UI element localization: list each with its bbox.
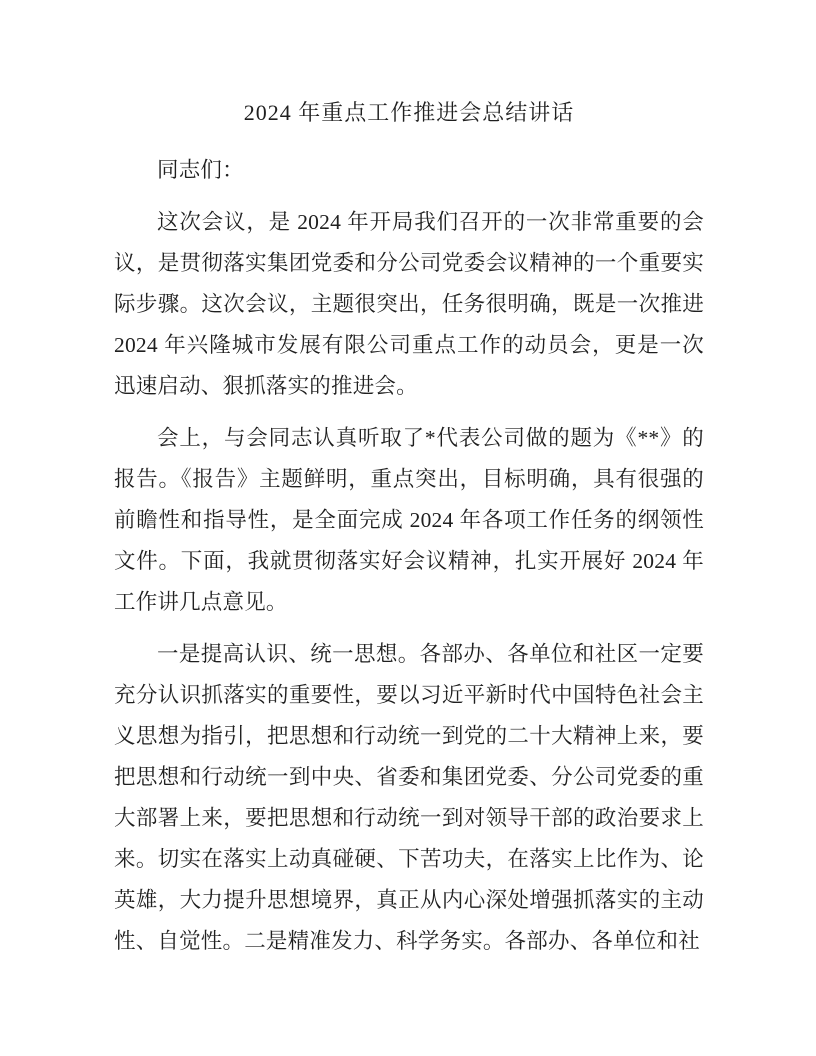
paragraph-key-points: 一是提高认识、统一思想。各部办、各单位和社区一定要充分认识抓落实的重要性，要以习近平新时代中国特色社会主义思想为指引，把思想和行动统一到党的二十大精神上来，要把思想和行动统一到中央、省委和集团党委、分公司党委的重大部署上来，要把思想和行动统一到对领导干部的政治要求上来。切实在落实上动真碰硬、下苦功夫，在落实上比作为、论英雄，大力提升思想境界，真正从内心深处增强抓落实的主动性、自觉性。二是精准发力、科学务实。各部办、各单位和社: [114, 642, 704, 953]
salutation: 同志们：: [157, 158, 244, 182]
paragraph-meeting-overview: 这次会议，是 2024 年开局我们召开的一次非常重要的会议，是贯彻落实集团党委和分公司党委会议精神的一个重要实际步骤。这次会议，主题很突出，任务很明确，既是一次推进 2024 年兴隆城市发展有限公司重点工作的动员会，更是一次迅速启动、狠抓落实的推进会。: [114, 210, 704, 398]
document-title: 2024 年重点工作推进会总结讲话: [243, 100, 575, 125]
paragraph-report-summary: 会上，与会同志认真听取了*代表公司做的题为《**》的报告。《报告》主题鲜明，重点突出，目标明确，具有很强的前瞻性和指导性，是全面完成 2024 年各项工作任务的纲领性文件。下面，我就贯彻落实好会议精神，扎实开展好 2024 年工作讲几点意见。: [114, 426, 704, 614]
